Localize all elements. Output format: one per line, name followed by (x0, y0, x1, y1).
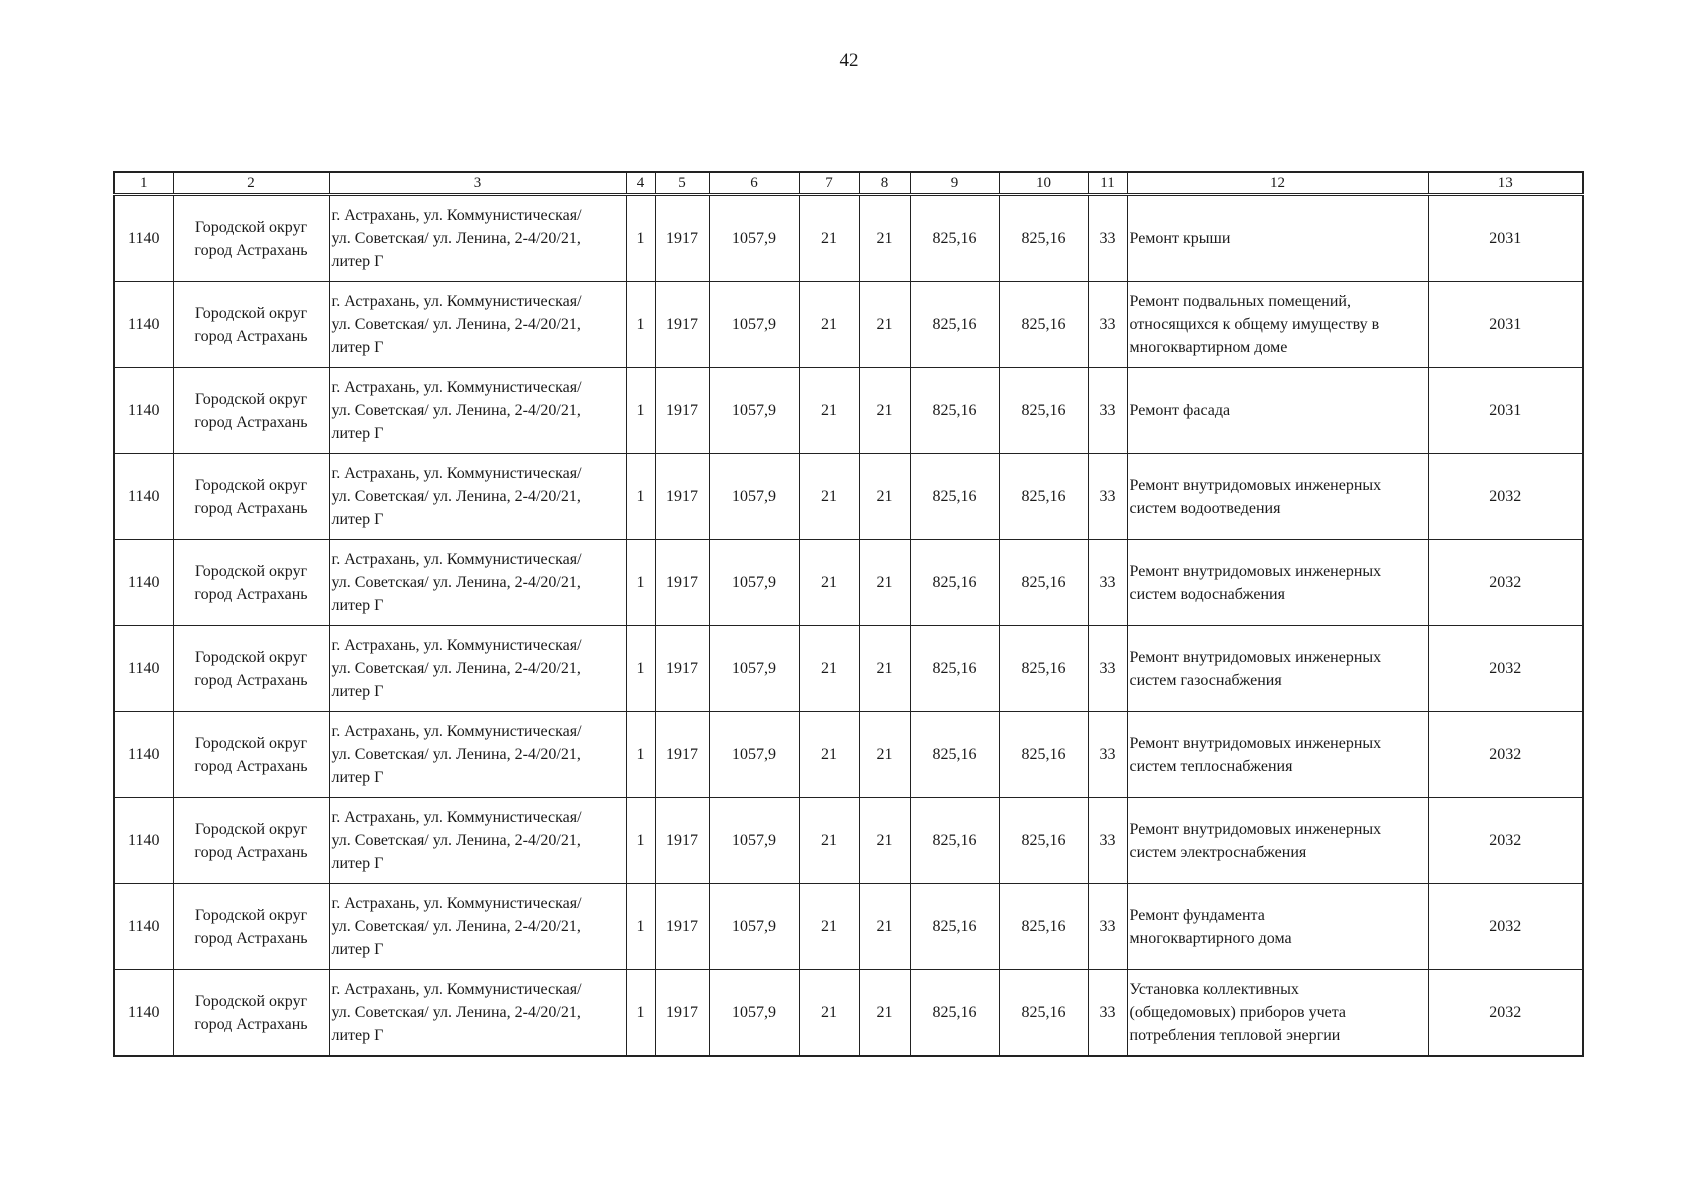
column-header: 1 (114, 172, 173, 195)
cell-col-8: 21 (859, 368, 910, 454)
cell-municipality: Городской округ город Астрахань (173, 540, 329, 626)
cell-plan-year: 2032 (1428, 798, 1583, 884)
cell-col-7: 21 (799, 195, 859, 282)
table-row (114, 798, 1583, 884)
cell-year: 1917 (655, 712, 709, 798)
cell-municipality: Городской округ город Астрахань (173, 454, 329, 540)
cell-address: г. Астрахань, ул. Коммунистическая/ ул. Советская/ ул. Ленина, 2-4/20/21, литер Г (329, 798, 626, 884)
table-row (114, 282, 1583, 368)
cell-municipality: Городской округ город Астрахань (173, 368, 329, 454)
column-header: 9 (910, 172, 999, 195)
cell-work-type: Установка коллективных (общедомовых) приборов учета потребления тепловой энергии (1127, 970, 1428, 1057)
cell-col-10: 825,16 (999, 712, 1088, 798)
cell-year: 1917 (655, 282, 709, 368)
cell-area: 1057,9 (709, 540, 799, 626)
cell-year: 1917 (655, 540, 709, 626)
cell-work-type: Ремонт внутридомовых инженерных систем теплоснабжения (1127, 712, 1428, 798)
cell-col-11: 33 (1088, 368, 1127, 454)
cell-col-11: 33 (1088, 540, 1127, 626)
cell-col-8: 21 (859, 195, 910, 282)
cell-col-7: 21 (799, 626, 859, 712)
column-header: 6 (709, 172, 799, 195)
cell-area: 1057,9 (709, 454, 799, 540)
cell-year: 1917 (655, 626, 709, 712)
table-row (114, 195, 1583, 282)
cell-col-4: 1 (626, 540, 655, 626)
cell-plan-year: 2031 (1428, 282, 1583, 368)
capital-repair-table (113, 171, 1584, 1057)
cell-col-7: 21 (799, 798, 859, 884)
cell-col-9: 825,16 (910, 195, 999, 282)
cell-id: 1140 (114, 540, 173, 626)
cell-col-7: 21 (799, 884, 859, 970)
table-row (114, 970, 1583, 1057)
cell-col-10: 825,16 (999, 798, 1088, 884)
page-number: 42 (839, 50, 859, 71)
cell-plan-year: 2032 (1428, 970, 1583, 1057)
cell-col-9: 825,16 (910, 798, 999, 884)
cell-plan-year: 2032 (1428, 454, 1583, 540)
cell-address: г. Астрахань, ул. Коммунистическая/ ул. Советская/ ул. Ленина, 2-4/20/21, литер Г (329, 540, 626, 626)
cell-col-7: 21 (799, 970, 859, 1057)
cell-municipality: Городской округ город Астрахань (173, 195, 329, 282)
cell-col-9: 825,16 (910, 712, 999, 798)
column-header: 5 (655, 172, 709, 195)
cell-col-10: 825,16 (999, 282, 1088, 368)
cell-municipality: Городской округ город Астрахань (173, 798, 329, 884)
table-row (114, 454, 1583, 540)
cell-col-4: 1 (626, 282, 655, 368)
cell-address: г. Астрахань, ул. Коммунистическая/ ул. Советская/ ул. Ленина, 2-4/20/21, литер Г (329, 282, 626, 368)
cell-plan-year: 2031 (1428, 368, 1583, 454)
cell-col-8: 21 (859, 712, 910, 798)
cell-year: 1917 (655, 884, 709, 970)
cell-year: 1917 (655, 970, 709, 1057)
column-header: 11 (1088, 172, 1127, 195)
cell-id: 1140 (114, 970, 173, 1057)
cell-col-4: 1 (626, 195, 655, 282)
cell-col-4: 1 (626, 712, 655, 798)
cell-work-type: Ремонт фундамента многоквартирного дома (1127, 884, 1428, 970)
cell-work-type: Ремонт внутридомовых инженерных систем водоотведения (1127, 454, 1428, 540)
cell-id: 1140 (114, 282, 173, 368)
cell-col-4: 1 (626, 626, 655, 712)
cell-id: 1140 (114, 626, 173, 712)
cell-address: г. Астрахань, ул. Коммунистическая/ ул. Советская/ ул. Ленина, 2-4/20/21, литер Г (329, 712, 626, 798)
table-row (114, 540, 1583, 626)
cell-col-4: 1 (626, 884, 655, 970)
column-number-row (114, 172, 1583, 195)
cell-work-type: Ремонт подвальных помещений, относящихся к общему имуществу в многоквартирном доме (1127, 282, 1428, 368)
cell-plan-year: 2032 (1428, 540, 1583, 626)
cell-id: 1140 (114, 454, 173, 540)
cell-col-9: 825,16 (910, 626, 999, 712)
cell-col-8: 21 (859, 626, 910, 712)
cell-work-type: Ремонт внутридомовых инженерных систем газоснабжения (1127, 626, 1428, 712)
cell-municipality: Городской округ город Астрахань (173, 884, 329, 970)
cell-address: г. Астрахань, ул. Коммунистическая/ ул. Советская/ ул. Ленина, 2-4/20/21, литер Г (329, 368, 626, 454)
column-header: 13 (1428, 172, 1583, 195)
cell-plan-year: 2032 (1428, 712, 1583, 798)
cell-year: 1917 (655, 195, 709, 282)
cell-col-11: 33 (1088, 884, 1127, 970)
cell-id: 1140 (114, 884, 173, 970)
cell-address: г. Астрахань, ул. Коммунистическая/ ул. Советская/ ул. Ленина, 2-4/20/21, литер Г (329, 626, 626, 712)
cell-year: 1917 (655, 798, 709, 884)
cell-municipality: Городской округ город Астрахань (173, 712, 329, 798)
cell-area: 1057,9 (709, 195, 799, 282)
cell-col-10: 825,16 (999, 540, 1088, 626)
column-header: 3 (329, 172, 626, 195)
cell-col-11: 33 (1088, 282, 1127, 368)
table-row (114, 368, 1583, 454)
cell-col-7: 21 (799, 454, 859, 540)
cell-col-10: 825,16 (999, 454, 1088, 540)
cell-area: 1057,9 (709, 626, 799, 712)
cell-id: 1140 (114, 368, 173, 454)
table-row (114, 626, 1583, 712)
cell-col-10: 825,16 (999, 970, 1088, 1057)
cell-col-9: 825,16 (910, 282, 999, 368)
cell-year: 1917 (655, 454, 709, 540)
cell-plan-year: 2031 (1428, 195, 1583, 282)
cell-year: 1917 (655, 368, 709, 454)
cell-col-10: 825,16 (999, 884, 1088, 970)
cell-area: 1057,9 (709, 282, 799, 368)
cell-area: 1057,9 (709, 368, 799, 454)
cell-work-type: Ремонт внутридомовых инженерных систем водоснабжения (1127, 540, 1428, 626)
cell-col-7: 21 (799, 540, 859, 626)
cell-col-11: 33 (1088, 970, 1127, 1057)
cell-area: 1057,9 (709, 970, 799, 1057)
cell-col-8: 21 (859, 282, 910, 368)
cell-col-7: 21 (799, 282, 859, 368)
cell-work-type: Ремонт крыши (1127, 195, 1428, 282)
table-row (114, 884, 1583, 970)
cell-work-type: Ремонт внутридомовых инженерных систем электроснабжения (1127, 798, 1428, 884)
cell-id: 1140 (114, 712, 173, 798)
cell-col-4: 1 (626, 368, 655, 454)
cell-col-11: 33 (1088, 195, 1127, 282)
cell-municipality: Городской округ город Астрахань (173, 282, 329, 368)
cell-municipality: Городской округ город Астрахань (173, 626, 329, 712)
cell-col-9: 825,16 (910, 884, 999, 970)
cell-col-8: 21 (859, 540, 910, 626)
cell-col-9: 825,16 (910, 454, 999, 540)
cell-address: г. Астрахань, ул. Коммунистическая/ ул. Советская/ ул. Ленина, 2-4/20/21, литер Г (329, 454, 626, 540)
cell-col-11: 33 (1088, 454, 1127, 540)
cell-col-9: 825,16 (910, 368, 999, 454)
column-header: 2 (173, 172, 329, 195)
cell-id: 1140 (114, 798, 173, 884)
cell-col-8: 21 (859, 454, 910, 540)
cell-address: г. Астрахань, ул. Коммунистическая/ ул. Советская/ ул. Ленина, 2-4/20/21, литер Г (329, 884, 626, 970)
column-header: 4 (626, 172, 655, 195)
cell-area: 1057,9 (709, 798, 799, 884)
table-body (114, 195, 1583, 1057)
cell-area: 1057,9 (709, 712, 799, 798)
cell-col-11: 33 (1088, 712, 1127, 798)
column-header: 10 (999, 172, 1088, 195)
cell-municipality: Городской округ город Астрахань (173, 970, 329, 1057)
cell-col-8: 21 (859, 884, 910, 970)
column-header: 12 (1127, 172, 1428, 195)
cell-col-9: 825,16 (910, 970, 999, 1057)
cell-address: г. Астрахань, ул. Коммунистическая/ ул. Советская/ ул. Ленина, 2-4/20/21, литер Г (329, 970, 626, 1057)
cell-plan-year: 2032 (1428, 626, 1583, 712)
cell-col-4: 1 (626, 454, 655, 540)
cell-col-7: 21 (799, 368, 859, 454)
cell-col-10: 825,16 (999, 626, 1088, 712)
cell-col-10: 825,16 (999, 195, 1088, 282)
cell-col-4: 1 (626, 798, 655, 884)
cell-col-4: 1 (626, 970, 655, 1057)
table-row (114, 712, 1583, 798)
cell-col-11: 33 (1088, 798, 1127, 884)
cell-plan-year: 2032 (1428, 884, 1583, 970)
cell-address: г. Астрахань, ул. Коммунистическая/ ул. Советская/ ул. Ленина, 2-4/20/21, литер Г (329, 195, 626, 282)
cell-col-11: 33 (1088, 626, 1127, 712)
cell-col-7: 21 (799, 712, 859, 798)
cell-work-type: Ремонт фасада (1127, 368, 1428, 454)
cell-id: 1140 (114, 195, 173, 282)
column-header: 7 (799, 172, 859, 195)
cell-col-9: 825,16 (910, 540, 999, 626)
cell-col-8: 21 (859, 970, 910, 1057)
cell-area: 1057,9 (709, 884, 799, 970)
cell-col-10: 825,16 (999, 368, 1088, 454)
column-header: 8 (859, 172, 910, 195)
cell-col-8: 21 (859, 798, 910, 884)
